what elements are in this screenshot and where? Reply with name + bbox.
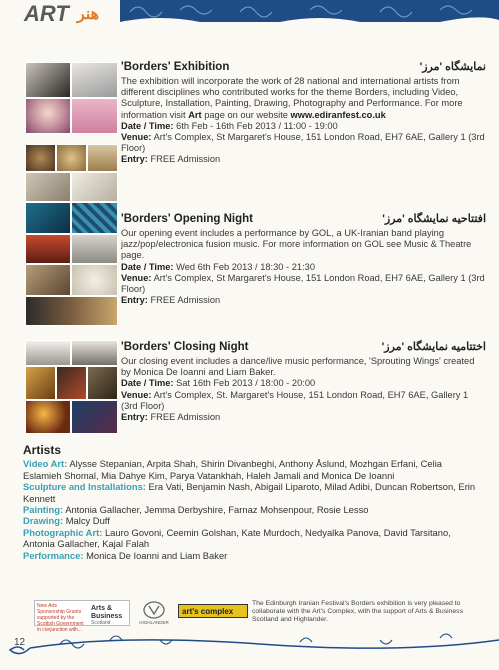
event-title-en: 'Borders' Exhibition: [121, 61, 230, 73]
footer-ornament: [0, 628, 499, 670]
event-datetime: Date / Time: 6th Feb - 16th Feb 2013 / 11:00 - 19:00: [121, 120, 338, 131]
artist-group: Drawing: Malcy Duff: [23, 515, 110, 527]
highlander-logo: HIGHLANDER: [136, 600, 172, 626]
event-exhibition: [121, 62, 486, 166]
event-title-fa: نمایشگاه 'مرز': [419, 61, 486, 73]
page-header: [0, 0, 499, 30]
event-entry: Entry: FREE Admission: [121, 412, 221, 423]
event-title-fa: افتتاحیه نمایشگاه 'مرز': [382, 213, 486, 225]
section-title-fa: هنر: [77, 6, 100, 23]
artists-section: [23, 445, 483, 561]
thumb-photo: [56, 366, 87, 400]
event-description: Our closing event includes a dance/live music performance, 'Sprouting Wings' created by Monica De Ioanni and Liam Baker.: [121, 356, 475, 378]
thumb-photo: [87, 144, 118, 172]
artist-group: Performance: Monica De Ioanni and Liam Baker: [23, 549, 228, 561]
thumb-photo: [71, 234, 118, 264]
artists-heading: Artists: [23, 443, 62, 457]
event-venue: Venue: Art's Complex, St Margaret's House, 151 London Road, EH7 6AE, Gallery 1 (3rd Floor): [121, 272, 485, 295]
thumb-photo: [71, 98, 118, 134]
website-link[interactable]: www.ediranfest.co.uk: [290, 109, 386, 120]
thumbnail-column: [25, 62, 118, 434]
artist-group: Video Art: Alysse Stepanian, Arpita Shah, Shirin Divanbeghi, Anthony Åslund, Mozhgan Erfani, Celia Eslamieh Shomal, Mia Dahye Kim, Parya Vatankhah, Haleh Jamali and Monica De Ioanni: [23, 458, 442, 481]
thumb-photo: [25, 340, 71, 366]
thumb-photo: [25, 400, 71, 434]
event-closing-night: [121, 342, 486, 423]
event-venue: Venue: Art's Complex, St. Margaret's House, 151 London Road, EH7 6AE, Gallery 1 (3rd Floor): [121, 389, 469, 411]
thumb-photo: [25, 296, 118, 326]
arts-business-logo: New Arts Sponsorship Grants supported by the Scottish Government in conjunction with... Arts & Business Scotland: [34, 600, 130, 626]
artist-group: Photographic Art: Lauro Govoni, Ceemin Golshan, Kate Murdoch, Nedyalka Panova, David Tarsitano, Antonia Gallacher, Kajal Falah: [23, 526, 451, 550]
event-title: [121, 342, 486, 356]
thumb-photo: [56, 144, 87, 172]
event-venue: Venue: Art's Complex, St Margaret's House, 151 London Road, EH7 6AE, Gallery 1 (3rd Floor): [121, 132, 485, 154]
thumb-photo: [25, 264, 71, 296]
event-title-fa: اختتامیه نمایشگاه 'مرز': [381, 341, 486, 353]
artist-group: Sculpture and Installations: Era Vati, Benjamin Nash, Abigail Liparoto, Milad Adibi, Duncan Robertson, Erin Kennett: [23, 481, 476, 504]
thumb-photo: [71, 400, 118, 434]
thumb-photo: [25, 234, 71, 264]
arts-complex-logo: art's complex: [178, 604, 248, 618]
event-opening-night: [121, 214, 486, 306]
thumb-photo: [71, 202, 118, 234]
event-datetime: Date / Time: Wed 6th Feb 2013 / 18:30 - 21:30: [121, 261, 315, 272]
thumb-photo: [25, 202, 71, 234]
thumb-photo: [25, 62, 71, 98]
thumb-photo: [87, 366, 118, 400]
thumb-photo: [25, 366, 56, 400]
thumb-photo: [71, 172, 118, 202]
section-title: ART: [24, 1, 69, 26]
thumb-photo: [71, 340, 118, 366]
event-description: Our opening event includes a performance by GOL, a UK-Iranian band playing jazz/pop/electronica fusion music. For more information on GOL see Music & Theatre page.: [121, 228, 472, 261]
event-datetime: Date / Time: Sat 16th Feb 2013 / 18:00 - 20:00: [121, 378, 316, 389]
event-title: [121, 214, 486, 228]
art-page-link[interactable]: Art: [188, 109, 202, 120]
highlander-emblem-icon: [136, 600, 172, 620]
event-title-en: 'Borders' Opening Night: [121, 213, 253, 225]
footer-note: The Edinburgh Iranian Festival's Borders exhibition is very pleased to collaborate with the Art's Complex, with the support of Arts & Business Scotland and Highlander.: [252, 600, 463, 624]
page-number: 12: [14, 637, 26, 648]
header-ornament: [120, 0, 499, 26]
thumb-photo: [25, 144, 56, 172]
thumb-photo: [71, 62, 118, 98]
thumb-photo: [71, 264, 118, 296]
event-entry: Entry: FREE Admission: [121, 295, 221, 306]
artist-group: Painting: Antonia Gallacher, Jemma Derbyshire, Farnaz Mohsenpour, Rosie Lesso: [23, 504, 369, 516]
event-title-en: 'Borders' Closing Night: [121, 341, 249, 353]
event-title: [121, 62, 486, 76]
event-description: The exhibition will incorporate the work of 28 national and international artists from different disciplines who contributed works for the theme Borders, including Video, Sculpture, Installation, Painting, Drawing, Photography and Performance. For more information visit Art page on our website www.ediranfest.co.uk: [121, 76, 463, 120]
thumb-photo: [25, 98, 71, 134]
event-entry: Entry: FREE Admission: [121, 154, 221, 165]
thumb-photo: [25, 172, 71, 202]
